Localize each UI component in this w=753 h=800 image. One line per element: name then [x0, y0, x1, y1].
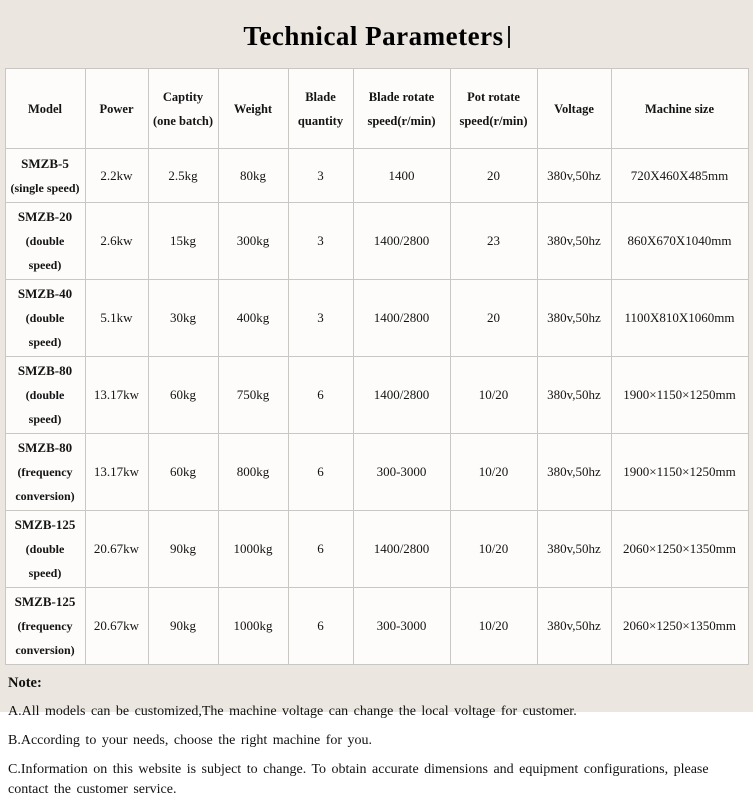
capacity-cell: 60kg — [148, 434, 218, 511]
table-row — [5, 203, 748, 280]
model-name: SMZB-125 — [14, 594, 76, 609]
weight-cell: 800kg — [218, 434, 288, 511]
column-header-line: speed(r/min) — [367, 113, 436, 128]
weight-cell: 400kg — [218, 280, 288, 357]
capacity-cell: 2.5kg — [148, 149, 218, 203]
note-line-c: C.Information on this website is subject to change. To obtain accurate dimensions and equipment configurations, please contact the customer service. — [8, 762, 709, 797]
model-name: SMZB-5 — [21, 155, 69, 171]
model-name: SMZB-40 — [17, 286, 73, 301]
blade-quantity-cell: 3 — [288, 149, 353, 203]
model-subtitle: (double speed) — [25, 542, 65, 580]
table-row — [5, 588, 748, 665]
header-row — [5, 69, 748, 149]
blade-speed-cell: 1400 — [353, 149, 450, 203]
model-subtitle: (double speed) — [25, 234, 65, 272]
machine-size-cell: 2060×1250×1350mm — [611, 511, 748, 588]
power-cell: 20.67kw — [85, 511, 148, 588]
column-header — [611, 69, 748, 149]
blade-quantity-cell: 6 — [288, 357, 353, 434]
capacity-cell: 90kg — [148, 588, 218, 665]
notes-section — [0, 665, 753, 800]
capacity-cell: 90kg — [148, 511, 218, 588]
pot-speed-cell: 10/20 — [450, 357, 537, 434]
voltage-cell: 380v,50hz — [537, 511, 611, 588]
pot-speed-cell: 23 — [450, 203, 537, 280]
column-header — [353, 69, 450, 149]
column-header — [148, 69, 218, 149]
capacity-cell: 30kg — [148, 280, 218, 357]
pot-speed-cell: 20 — [450, 149, 537, 203]
table-row — [5, 280, 748, 357]
model-cell — [5, 588, 85, 665]
column-header — [85, 69, 148, 149]
blade-speed-cell: 1400/2800 — [353, 511, 450, 588]
column-header-line: Power — [99, 101, 134, 116]
model-name: SMZB-125 — [14, 517, 76, 532]
notes-title: Note: — [8, 675, 42, 691]
blade-speed-cell: 1400/2800 — [353, 203, 450, 280]
pot-speed-cell: 10/20 — [450, 434, 537, 511]
model-name: SMZB-80 — [17, 440, 73, 455]
model-subtitle: (single speed) — [10, 180, 80, 195]
page-title — [243, 16, 509, 53]
machine-size-cell: 1900×1150×1250mm — [611, 434, 748, 511]
machine-size-cell: 860X670X1040mm — [611, 203, 748, 280]
model-cell — [5, 203, 85, 280]
column-header — [218, 69, 288, 149]
technical-parameters-table — [5, 68, 749, 665]
model-cell — [5, 357, 85, 434]
voltage-cell: 380v,50hz — [537, 203, 611, 280]
machine-size-cell: 2060×1250×1350mm — [611, 588, 748, 665]
model-cell — [5, 280, 85, 357]
column-header-line: Blade — [305, 89, 336, 104]
column-header-line: Pot rotate — [467, 89, 520, 104]
table-header — [5, 69, 748, 149]
machine-size-cell: 1900×1150×1250mm — [611, 357, 748, 434]
weight-cell: 300kg — [218, 203, 288, 280]
column-header-line: Machine size — [644, 101, 715, 116]
voltage-cell: 380v,50hz — [537, 588, 611, 665]
voltage-cell: 380v,50hz — [537, 434, 611, 511]
power-cell: 13.17kw — [85, 434, 148, 511]
power-cell: 5.1kw — [85, 280, 148, 357]
column-header-line: Weight — [233, 101, 273, 116]
page-title-text: Technical Parameters — [243, 20, 504, 51]
weight-cell: 750kg — [218, 357, 288, 434]
blade-quantity-cell: 6 — [288, 588, 353, 665]
capacity-cell: 15kg — [148, 203, 218, 280]
weight-cell: 1000kg — [218, 511, 288, 588]
model-cell — [5, 149, 85, 203]
pot-speed-cell: 10/20 — [450, 588, 537, 665]
column-header-line: speed(r/min) — [459, 113, 528, 128]
table-row — [5, 434, 748, 511]
table-row — [5, 511, 748, 588]
model-subtitle: (double speed) — [25, 388, 65, 426]
blade-quantity-cell: 3 — [288, 203, 353, 280]
model-cell — [5, 434, 85, 511]
table-body — [5, 149, 748, 665]
column-header — [5, 69, 85, 149]
blade-quantity-cell: 6 — [288, 511, 353, 588]
column-header-line: Voltage — [554, 101, 594, 116]
column-header — [537, 69, 611, 149]
power-cell: 2.2kw — [85, 149, 148, 203]
capacity-cell: 60kg — [148, 357, 218, 434]
pot-speed-cell: 20 — [450, 280, 537, 357]
note-line-a: A.All models can be customized,The machine voltage can change the local voltage for customer. — [8, 704, 577, 719]
voltage-cell: 380v,50hz — [537, 149, 611, 203]
column-header-line: (one batch) — [152, 113, 214, 128]
column-header — [288, 69, 353, 149]
model-name: SMZB-80 — [17, 363, 73, 378]
column-header-line: Model — [27, 101, 63, 116]
blade-speed-cell: 1400/2800 — [353, 357, 450, 434]
note-line-b: B.According to your needs, choose the right machine for you. — [8, 733, 373, 748]
blade-speed-cell: 1400/2800 — [353, 280, 450, 357]
blade-speed-cell: 300-3000 — [353, 588, 450, 665]
table-row — [5, 149, 748, 203]
power-cell: 2.6kw — [85, 203, 148, 280]
column-header-line: Captity — [162, 89, 204, 104]
power-cell: 13.17kw — [85, 357, 148, 434]
machine-size-cell: 720X460X485mm — [611, 149, 748, 203]
title-bar — [0, 0, 753, 68]
weight-cell: 1000kg — [218, 588, 288, 665]
voltage-cell: 380v,50hz — [537, 357, 611, 434]
voltage-cell: 380v,50hz — [537, 280, 611, 357]
column-header — [450, 69, 537, 149]
power-cell: 20.67kw — [85, 588, 148, 665]
model-cell — [5, 511, 85, 588]
column-header-line: Blade rotate — [368, 89, 435, 104]
weight-cell: 80kg — [218, 149, 288, 203]
blade-speed-cell: 300-3000 — [353, 434, 450, 511]
model-name: SMZB-20 — [17, 209, 73, 224]
blade-quantity-cell: 6 — [288, 434, 353, 511]
model-subtitle: (frequency conversion) — [15, 465, 75, 503]
pot-speed-cell: 10/20 — [450, 511, 537, 588]
model-subtitle: (double speed) — [25, 311, 65, 349]
blade-quantity-cell: 3 — [288, 280, 353, 357]
column-header-line: quantity — [297, 113, 344, 128]
machine-size-cell: 1100X810X1060mm — [611, 280, 748, 357]
model-subtitle: (frequency conversion) — [15, 619, 75, 657]
text-cursor-icon — [508, 26, 510, 48]
table-row — [5, 357, 748, 434]
